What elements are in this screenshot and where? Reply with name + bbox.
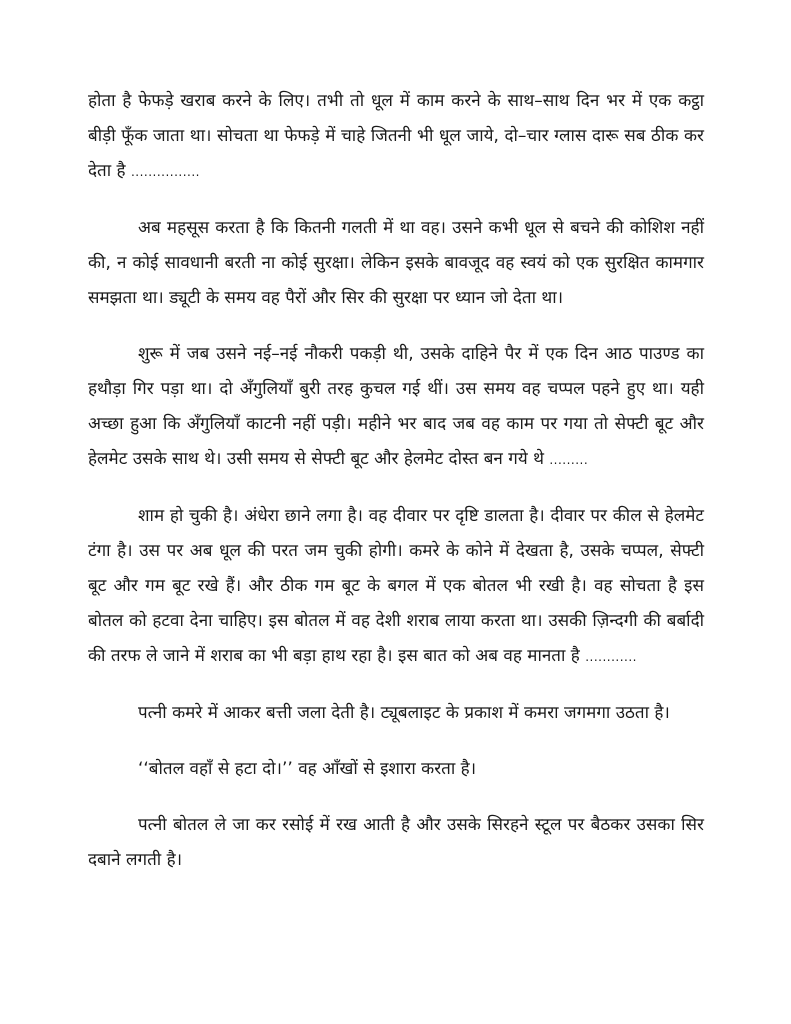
paragraph-3-text: शुरू में जब उसने नई–नई नौकरी पकड़ी थी, उसके दाहिने पैर में एक दिन आठ पाउण्ड का हथौड़ा गिर पड़ा था। दो अँगुलियाँ बुरी तरह कुचल गई थीं। उस समय वह चप्पल पहने हुए था। यही अच्छा हुआ कि अँगुलियाँ काटनी नहीं पड़ी। महीने भर बाद जब वह काम पर गया तो सेफ्टी बूट और हेलमेट उसके साथ थे। उसी समय से सेफ्टी बूट और हेलमेट दोस्त बन गये थे [88,344,704,469]
paragraph-2-text: अब महसूस करता है कि कितनी गलती में था वह। उसने कभी धूल से बचने की कोशिश नहीं की, न कोई सावधानी बरती ना कोई सुरक्षा। लेकिन इसके बावजूद वह स्वयं को एक सुरक्षित कामगार समझता था। ड्यूटी के समय वह पैरों और सिर की सुरक्षा पर ध्यान जो देता था। [88,218,704,308]
paragraph-4-text: शाम हो चुकी है। अंधेरा छाने लगा है। वह दीवार पर दृष्टि डालता है। दीवार पर कील से हेलमेट टंगा है। उस पर अब धूल की परत जम चुकी होगी। कमरे के कोने में देखता है, उसके चप्पल, सेफ्टी बूट और गम बूट रखे हैं। और ठीक गम बूट के बगल में एक बोतल भी रखी है। वह सोचता है इस बोतल को हटवा देना चाहिए। इस बोतल में वह देशी शराब लाया करता था। उसकी ज़िन्दगी की बर्बादी की तरफ ले जाने में शराब का भी बड़ा हाथ रहा है। इस बात को अब वह मानता है [88,506,704,666]
paragraph-4-ellipsis: ............ [585,650,637,664]
paragraph-6-text: ‘‘बोतल वहाँ से हटा दो।’’ वह आँखों से इशारा करता है। [138,759,477,779]
paragraph-1-ellipsis: ................ [130,165,200,179]
paragraph-4 [88,499,704,675]
paragraph-7-text: पत्नी बोतल ले जा कर रसोई में रख आती है और उसके सिरहने स्टूल पर बैठकर उसका सिर दबाने लगती है। [88,815,704,870]
paragraph-2 [88,211,704,316]
paragraph-3-ellipsis: ......... [549,453,589,467]
paragraph-5-text: पत्नी कमरे में आकर बत्ती जला देती है। ट्यूबलाइट के प्रकाश में कमरा जगमगा उठता है। [138,703,670,723]
paragraph-1 [88,84,704,190]
paragraph-1-text: होता है फेफड़े खराब करने के लिए। तभी तो धूल में काम करने के साथ–साथ दिन भर में एक कट्ठा बीड़ी फूँक जाता था। सोचता था फेफड़े में चाहे जितनी भी धूल जाये, दो–चार ग्लास दारू सब ठीक कर देता है [88,91,704,181]
paragraph-7 [88,808,704,878]
paragraph-5 [88,696,704,731]
paragraph-6 [88,752,704,787]
body-text [88,84,704,899]
paragraph-3 [88,337,704,478]
